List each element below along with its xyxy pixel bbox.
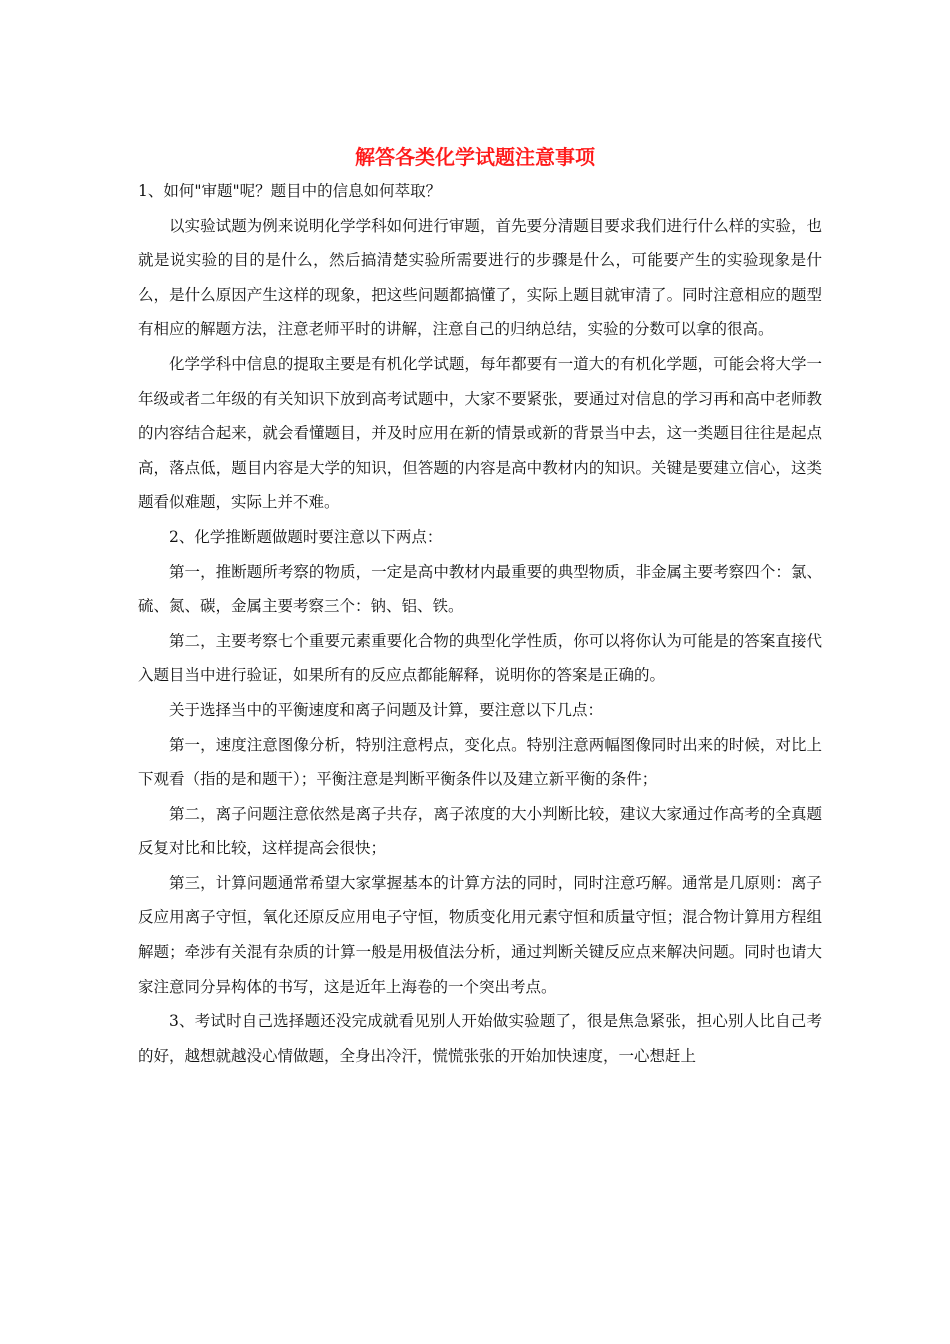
paragraph-equilibrium-point-1: 第一，速度注意图像分析，特别注意枵点，变化点。特别注意两幅图像同时出来的时候，对比上下观看（指的是和题干）；平衡注意是判断平衡条件以及建立新平衡的条件； (138, 735, 822, 789)
question-1-heading: 1、如何"审题"呢？题目中的信息如何萃取？ (138, 182, 442, 200)
paragraph-inference-point-2: 第二，主要考察七个重要元素重要化合物的典型化学性质，你可以将你认为可能是的答案直接代入题目当中进行验证，如果所有的反应点都能解释，说明你的答案是正确的。 (138, 631, 822, 685)
document-title: 解答各类化学试题注意事项 (355, 145, 595, 169)
paragraph-equilibrium-intro: 关于选择当中的平衡速度和离子问题及计算，要注意以下几点： (169, 700, 604, 719)
paragraph-inference-point-1: 第一，推断题所考察的物质，一定是高中教材内最重要的典型物质，非金属主要考察四个：氯、硫、氮、碳，金属主要考察三个：钠、铝、铁。 (138, 562, 822, 616)
paragraph-equilibrium-point-3: 第三，计算问题通常希望大家掌握基本的计算方法的同时，同时注意巧解。通常是几原则：离子反应用离子守恒，氧化还原反应用电子守恒，物质变化用元素守恒和质量守恒；混合物计算用方程组解题；牵涉有关混有杂质的计算一般是用极值法分析，通过判断关键反应点来解决问题。同时也请大家注意同分异构体的书写，这是近年上海卷的一个突出考点。 (138, 873, 822, 996)
question-2-heading: 2、化学推断题做题时要注意以下两点： (169, 527, 443, 546)
question-3-paragraph: 3、考试时自己选择题还没完成就看见别人开始做实验题了，很是焦急紧张，担心别人比自己考的好，越想就越没心情做题，全身出冷汗，慌慌张张的开始加快速度，一心想赶上 (138, 1012, 822, 1065)
paragraph-equilibrium-point-2: 第二，离子问题注意依然是离子共存，离子浓度的大小判断比较，建议大家通过作高考的全真题反复对比和比较，这样提高会很快； (138, 804, 822, 858)
paragraph-experiment-review: 以实验试题为例来说明化学学科如何进行审题，首先要分清题目要求我们进行什么样的实验，也就是说实验的目的是什么，然后搞清楚实验所需要进行的步骤是什么，可能要产生的实验现象是什么，是什么原因产生这样的现象，把这些问题都搞懂了，实际上题目就审清了。同时注意相应的题型有相应的解题方法，注意老师平时的讲解，注意自己的归纳总结，实验的分数可以拿的很高。 (138, 216, 822, 339)
paragraph-information-extraction: 化学学科中信息的提取主要是有机化学试题，每年都要有一道大的有机化学题，可能会将大学一年级或者二年级的有关知识下放到高考试题中，大家不要紧张，要通过对信息的学习再和高中老师教的内容结合起来，就会看懂题目，并及时应用在新的情景或新的背景当中去，这一类题目往往是起点高，落点低，题目内容是大学的知识，但答题的内容是高中教材内的知识。关键是要建立信心，这类题看似难题，实际上并不难。 (138, 354, 822, 512)
document-body (138, 174, 822, 1073)
